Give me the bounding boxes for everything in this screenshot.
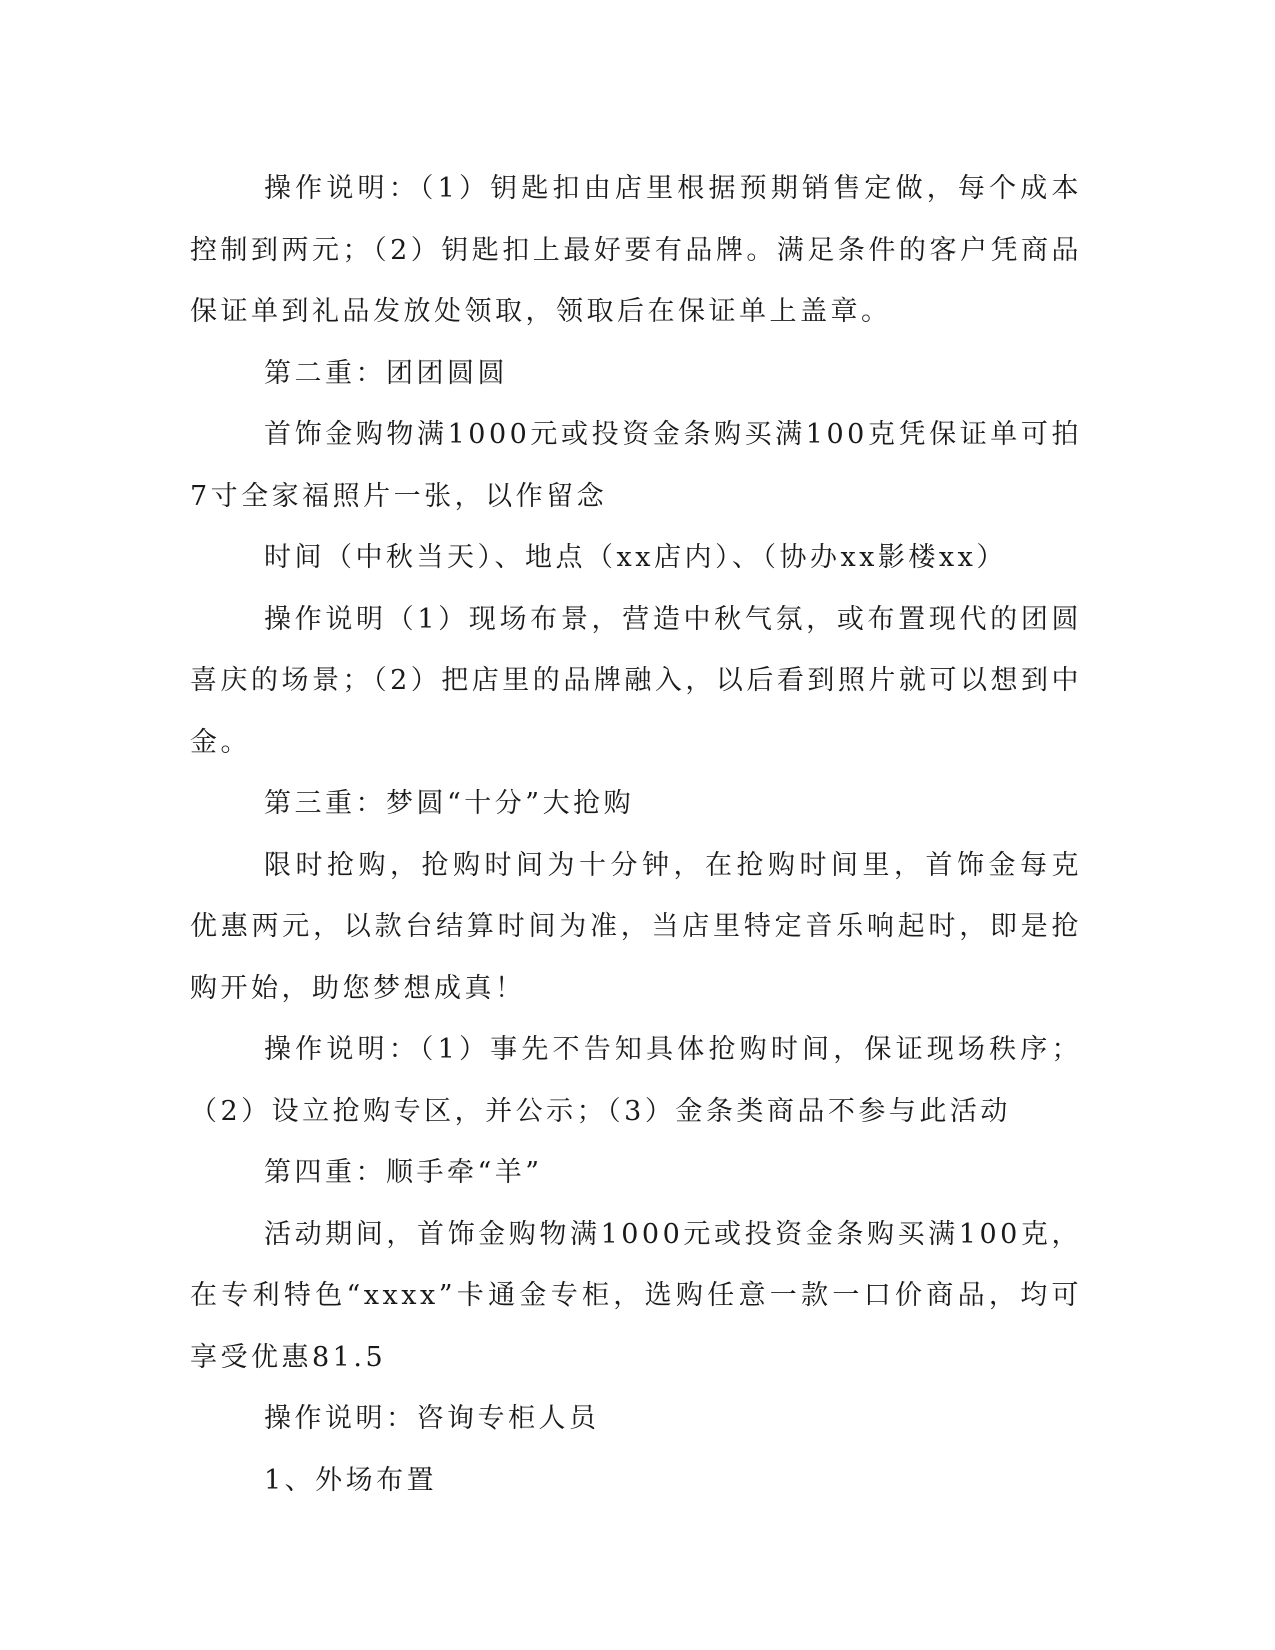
paragraph-time-location: 时间（中秋当天）、地点（xx店内）、（协办xx影楼xx） [264,542,1007,573]
heading-second-round: 第二重：团团圆圆 [264,357,508,389]
heading-third-round: 第三重：梦圆“十分”大抢购 [264,788,635,819]
paragraph-cartoon-gold-offer: 活动期间，首饰金购物满1000元或投资金条购买满100克，在专利特色“xxxx”卡通金专柜，选购任意一款一口价商品，均可享受优惠81.5 [190,1218,1082,1373]
document-body [190,158,1082,1511]
paragraph-key-chain-instructions: 操作说明：（1）钥匙扣由店里根据预期销售定做，每个成本控制到两元；（2）钥匙扣上最好要有品牌。满足条件的客户凭商品保证单到礼品发放处领取，领取后在保证单上盖章。 [190,173,1082,327]
paragraph-family-photo-offer: 首饰金购物满1000元或投资金条购买满100克凭保证单可拍7寸全家福照片一张，以作留念 [190,419,1082,512]
paragraph-counter-instructions: 操作说明：咨询专柜人员 [264,1403,600,1434]
paragraph-flash-sale: 限时抢购，抢购时间为十分钟，在抢购时间里，首饰金每克优惠两元，以款台结算时间为准，当店里特定音乐响起时，即是抢购开始，助您梦想成真！ [190,849,1082,1004]
heading-outdoor-setup: 1、外场布置 [264,1464,438,1496]
heading-fourth-round: 第四重：顺手牵“羊” [264,1157,543,1188]
paragraph-photo-instructions: 操作说明（1）现场布景，营造中秋气氛，或布置现代的团圆喜庆的场景；（2）把店里的品牌融入，以后看到照片就可以想到中金。 [190,603,1082,758]
paragraph-flash-sale-instructions: 操作说明：（1）事先不告知具体抢购时间，保证现场秩序；（2）设立抢购专区，并公示；（3）金条类商品不参与此活动 [190,1034,1082,1127]
